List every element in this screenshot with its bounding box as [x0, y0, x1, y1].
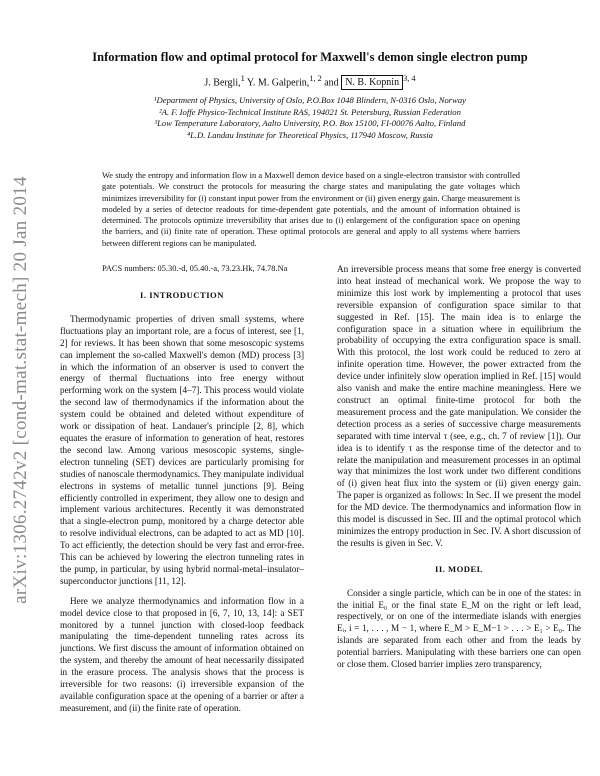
author-bergli-sup: 1: [240, 74, 245, 83]
left-column: [60, 290, 304, 715]
right-column: [337, 264, 581, 671]
affiliation-3: ³Low Temperature Laboratory, Aalto University, P.O. Box 15100, FI-00076 Aalto, Finland: [154, 118, 466, 129]
intro-paragraph-3: An irreversible process means that some free energy is converted into heat instead of mechanical work. We propose the way to minimize this lost work by implementing a protocol that uses reversible expansion of configuration space similar to that suggested in Ref. [15]. The main idea is to enlarge the configuration space in a situation where in equilibrium the probability of occupying the extra configuration space is small. With this protocol, the lost work could be reduced to zero at infinite operation time. However, the power extracted from the device under infinitely slow operation implied in Ref. [15] would also vanish and make the entire machine meaningless. Here we construct an optimal finite-time protocol for both the measurement process and the gate manipulation. We consider the detection process as a series of successive charge measurements separated with time interval τ (see, e.g., ch. 7 of review [1]). Our idea is to identify τ as the response time of the detector and to relate the manipulation and measurement processes in an optimal way that minimizes the lost work under two different conditions of (i) given heat flux into the system or (ii) given energy gain. The paper is organized as follows: In Sec. II we present the model for the MD device. The thermodynamics and information flow in this model is discussed in Sec. III and the optimal protocol which minimizes the entropy production in Sec. IV. A short discussion of the results is given in Sec. V.: [337, 264, 581, 548]
section-heading-introduction: I. INTRODUCTION: [140, 290, 224, 300]
author-galperin-sup: 1, 2: [309, 74, 322, 83]
author-and: and: [324, 77, 339, 89]
arxiv-stamp: [6, 170, 36, 610]
affiliation-2: ²A. F. Ioffe Physico-Technical Institute RAS, 194021 St. Petersburg, Russian Federation: [159, 106, 461, 117]
section-heading-model: II. MODEL: [435, 563, 483, 574]
paper-title: Information flow and optimal protocol for Maxwell's demon single electron pump: [92, 50, 528, 64]
author-kopnin-sup: 3, 4: [403, 74, 416, 83]
arxiv-id: arXiv:1306.2742v2 [cond-mat.stat-mech] 20 Jan 2014: [10, 176, 31, 604]
abstract: We study the entropy and information flow in a Maxwell demon device based on a single-electron transistor with controlled gate potentials. We construct the protocols for measuring the charge states and manipulating the gate voltages which minimizes irreversibility for (i) constant input power from the environment or (ii) given energy gain. Charge measurement is modeled by a series of detector readouts for time-dependent gate potentials, and the amount of information obtained is determined. The protocols optimize irreversibility that arises due to (i) enlargement of the configuration space on opening the barriers, and (ii) finite rate of operation. These optimal protocols are general and apply to all systems where barriers between different regions can be manipulated.: [102, 171, 520, 248]
pacs-numbers: PACS numbers: 05.30.-d, 05.40.-a, 73.23.Hk, 74.78.Na: [102, 264, 288, 273]
author-kopnin: N. B. Kopnin: [341, 75, 403, 90]
affiliation-1: ¹Department of Physics, University of Oslo, P.O.Box 1048 Blindern, N-0316 Oslo, Norway: [153, 95, 466, 105]
author-bergli: J. Bergli,: [204, 77, 241, 89]
author-list: [40, 74, 580, 88]
model-paragraph-1: Consider a single particle, which can be in one of the states: in the initial E₀ or the final state E_M on the right or left lead, respectively, or on one of the intermediate islands with energies Eᵢ, i = 1, . . . , M − 1, where E_M > E_M−1 > . . . > E₁ > E₀. The islands are separated from each other and from the leads by potential barriers. Manipulating with these barriers one can open or close them. Closed barrier implies zero transparency,: [337, 587, 581, 670]
intro-paragraph-2: Here we analyze thermodynamics and information flow in a model device close to that proposed in [6, 7, 10, 13, 14]: a SET monitored by a tunnel junction with closed-loop feedback manipulating the time-dependent tunneling rates across its junctions. We first discuss the amount of information obtained on the system, and thereby the amount of heat necessarily dissipated in the erasure process. The analysis shows that the process is irreversible for two reasons: (i) irreversible expansion of the available configuration space at the opening of a barrier or after a measurement, and (ii) the finite rate of operation.: [60, 595, 304, 713]
intro-paragraph-1: Thermodynamic properties of driven small systems, where fluctuations play an important role, are a focus of interest, see [1, 2] for reviews. It has been shown that some mesoscopic systems can implement the so-called Maxwell's demon (MD) process [3] in which the information of an observer is used to convert the energy of thermal fluctuations into free energy without performing work on the system [4–7]. This process would violate the second law of thermodynamics if the information about the system could be obtained and deleted without expenditure of work or dissipation of heat. Landauer's principle [2, 8], which equates the erasure of information to generation of heat, restores the second law. Among various mesoscopic systems, single-electron tunneling (SET) devices are particularly promising for studies of nanoscale thermodynamics. They manipulate individual electrons in systems of metallic tunnel junctions [9]. Being efficiently controlled in experiment, they allow one to design and implement various architectures. Recently it was demonstrated that a single-electron pump, monitored by a charge detector able to resolve individual electrons, can be adapted to act as MD [10]. To act efficiently, the detection should be very fast and error-free. This can be achieved by lowering the electron tunneling rates in the pump, in particular, by using hybrid normal-metal–insulator–superconductor junctions [11, 12].: [60, 313, 304, 586]
affiliations: [40, 95, 580, 141]
affiliation-4: ⁴L.D. Landau Institute for Theoretical Physics, 117940 Moscow, Russia: [187, 129, 433, 140]
author-galperin: Y. M. Galperin,: [246, 77, 310, 89]
